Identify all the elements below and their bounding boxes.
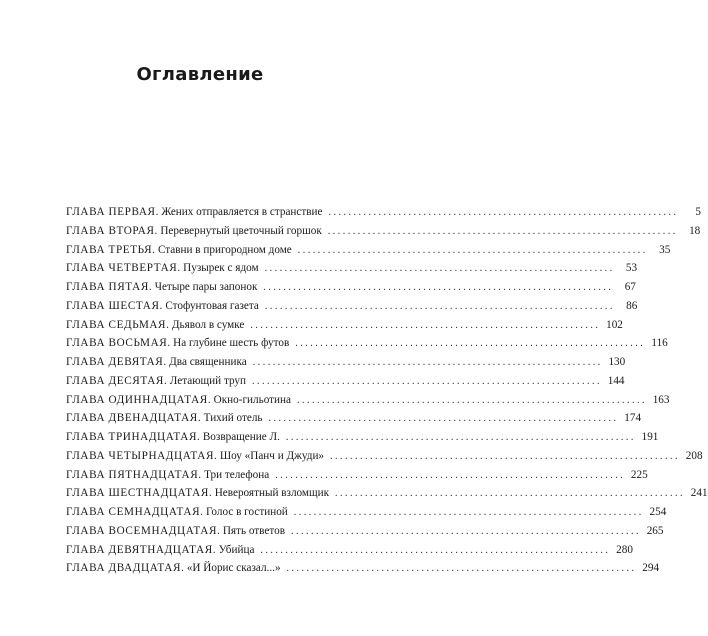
dot-leader: [291, 526, 639, 537]
toc-entry[interactable]: ГЛАВА ПЯТНАДЦАТАЯ . Три телефона . . . 225: [66, 469, 356, 488]
chapter-title: Пузырек с ядом: [183, 262, 259, 275]
chapter-number: ГЛАВА ШЕСТНАДЦАТАЯ: [66, 487, 209, 500]
chapter-title: Тихий отель: [203, 412, 263, 425]
page-number: 241: [690, 487, 708, 500]
chapter-title: «И Йорис сказал...»: [186, 562, 281, 575]
chapter-title: Два священника: [169, 356, 247, 368]
dot-leader: [269, 413, 617, 424]
chapter-number: ГЛАВА ДЕВЯТНАДЦАТАЯ: [66, 543, 213, 556]
dot-leader: [275, 470, 623, 481]
dot-leader: [252, 376, 600, 387]
page-number: 86: [626, 299, 638, 312]
page-number: 35: [659, 243, 671, 256]
dot-leader: [287, 563, 635, 574]
chapter-title: Четыре пары запонок: [154, 281, 258, 293]
chapter-title: Жених отправляется в странствие: [161, 206, 323, 218]
chapter-title: Окно-гильотина: [213, 393, 291, 406]
chapter-number: ГЛАВА СЕМНАДЦАТАЯ: [66, 506, 201, 518]
chapter-number: ГЛАВА ШЕСТАЯ: [66, 299, 160, 312]
toc-entry[interactable]: ГЛАВА ТРИНАДЦАТАЯ . Возвращение Л. . . . 191: [66, 431, 356, 450]
chapter-title: Ставни в пригородном доме: [157, 243, 292, 256]
dot-leader: [335, 488, 683, 499]
page-number: 130: [608, 356, 626, 368]
chapter-title: На глубине шесть футов: [173, 337, 290, 350]
page-number: 144: [607, 374, 625, 387]
dot-leader: [250, 320, 598, 331]
toc-entry[interactable]: ГЛАВА ЧЕТЫРНАДЦАТАЯ . Шоу «Панч и Джуди» . . . 208: [66, 450, 356, 469]
toc-entry[interactable]: ГЛАВА ШЕСТНАДЦАТАЯ . Невероятный взломщик . . . 241: [66, 487, 356, 506]
dot-leader: [263, 282, 611, 293]
page-number: 53: [625, 262, 638, 275]
chapter-title: Летающий труп: [169, 374, 246, 387]
page-number: 18: [689, 224, 701, 237]
chapter-title: Возвращение Л.: [202, 431, 280, 443]
toc-entry[interactable]: ГЛАВА ДВАДЦАТАЯ . «И Йорис сказал...» . . . 294: [66, 562, 356, 581]
page-number: 174: [624, 412, 642, 425]
chapter-title: Перевернутый цветочный горшок: [160, 224, 322, 237]
page-number: 191: [641, 431, 659, 443]
chapter-number: ГЛАВА ВОСЕМНАДЦАТАЯ: [66, 524, 218, 537]
page-number: 265: [646, 524, 664, 537]
toc-entry[interactable]: ГЛАВА ВОСЬМАЯ . На глубине шесть футов . . . 116: [66, 337, 356, 356]
chapter-number: ГЛАВА ДВЕНАДЦАТАЯ: [66, 412, 198, 425]
page-title: Оглавление: [136, 64, 264, 86]
page-number: 102: [606, 318, 623, 331]
toc-entry[interactable]: ГЛАВА ДЕВЯТАЯ . Два священника . . . 130: [66, 356, 356, 375]
dot-leader: [265, 301, 613, 312]
chapter-number: ГЛАВА ОДИННАДЦАТАЯ: [66, 393, 208, 406]
chapter-number: ГЛАВА ПЯТНАДЦАТАЯ: [66, 468, 199, 481]
chapter-number: ГЛАВА ВОСЬМАЯ: [66, 337, 168, 350]
toc-entry[interactable]: ГЛАВА ВТОРАЯ . Перевернутый цветочный горшок . . . 18: [66, 225, 356, 244]
chapter-number: ГЛАВА ДЕСЯТАЯ: [66, 374, 164, 387]
dot-leader: [294, 507, 642, 518]
dot-leader: [329, 207, 677, 218]
toc-entry[interactable]: ГЛАВА ДЕСЯТАЯ . Летающий труп . . . 144: [66, 375, 356, 394]
toc-entry[interactable]: ГЛАВА ВОСЕМНАДЦАТАЯ . Пять ответов . . . 265: [66, 525, 356, 544]
page-number: 67: [624, 281, 636, 293]
chapter-title: Убийца: [218, 543, 255, 556]
chapter-title: Дьявол в сумке: [171, 318, 245, 331]
chapter-title: Голос в гостиной: [205, 506, 288, 518]
page-number: 280: [616, 543, 633, 556]
chapter-number: ГЛАВА ПЕРВАЯ: [66, 206, 156, 218]
chapter-number: ГЛАВА ДЕВЯТАЯ: [66, 356, 164, 368]
dot-leader: [295, 338, 643, 349]
chapter-number: ГЛАВА СЕДЬМАЯ: [66, 318, 167, 331]
chapter-number: ГЛАВА ЧЕТВЕРТАЯ: [66, 262, 178, 275]
chapter-number: ГЛАВА ВТОРАЯ: [66, 224, 155, 237]
toc-entry[interactable]: ГЛАВА ДВЕНАДЦАТАЯ . Тихий отель . . . 174: [66, 412, 356, 431]
toc-entry[interactable]: ГЛАВА ПЯТАЯ . Четыре пары запонок . . . 67: [66, 281, 356, 300]
page-number: 254: [649, 506, 667, 518]
page-number: 294: [642, 562, 660, 575]
page-number: 163: [652, 393, 670, 406]
page-number: 208: [685, 449, 703, 462]
dot-leader: [286, 432, 634, 443]
chapter-title: Стофунтовая газета: [165, 299, 259, 312]
toc-entry[interactable]: ГЛАВА ОДИННАДЦАТАЯ . Окно-гильотина . . . 163: [66, 394, 356, 413]
dot-leader: [330, 451, 678, 462]
dot-leader: [253, 357, 601, 368]
table-of-contents: [66, 206, 708, 581]
toc-entry[interactable]: ГЛАВА ШЕСТАЯ . Стофунтовая газета . . . 86: [66, 300, 356, 319]
chapter-title: Невероятный взломщик: [214, 487, 330, 500]
toc-entry[interactable]: ГЛАВА ПЕРВАЯ . Жених отправляется в странствие . . . 5: [66, 206, 356, 225]
dot-leader: [260, 545, 608, 556]
dot-leader: [328, 226, 676, 237]
toc-entry[interactable]: ГЛАВА ТРЕТЬЯ . Ставни в пригородном доме . . . 35: [66, 244, 356, 263]
toc-entry[interactable]: ГЛАВА СЕМНАДЦАТАЯ . Голос в гостиной . . . 254: [66, 506, 356, 525]
toc-entry[interactable]: ГЛАВА ЧЕТВЕРТАЯ . Пузырек с ядом . . . 53: [66, 262, 356, 281]
chapter-number: ГЛАВА ТРИНАДЦАТАЯ: [66, 431, 198, 443]
page-number: 5: [695, 206, 701, 218]
dot-leader: [298, 245, 646, 256]
toc-entry[interactable]: ГЛАВА ДЕВЯТНАДЦАТАЯ . Убийца . . . 280: [66, 544, 356, 563]
page-number: 116: [651, 337, 668, 350]
chapter-number: ГЛАВА ПЯТАЯ: [66, 281, 149, 293]
chapter-number: ГЛАВА ДВАДЦАТАЯ: [66, 562, 182, 575]
page-number: 225: [630, 468, 648, 481]
dot-leader: [297, 395, 645, 406]
chapter-title: Шоу «Панч и Джуди»: [219, 449, 325, 462]
chapter-number: ГЛАВА ЧЕТЫРНАДЦАТАЯ: [66, 449, 215, 462]
chapter-number: ГЛАВА ТРЕТЬЯ: [66, 243, 153, 256]
toc-entry[interactable]: ГЛАВА СЕДЬМАЯ . Дьявол в сумке . . . 102: [66, 319, 356, 338]
chapter-title: Три телефона: [204, 468, 270, 481]
chapter-title: Пять ответов: [222, 524, 285, 537]
dot-leader: [265, 263, 613, 274]
